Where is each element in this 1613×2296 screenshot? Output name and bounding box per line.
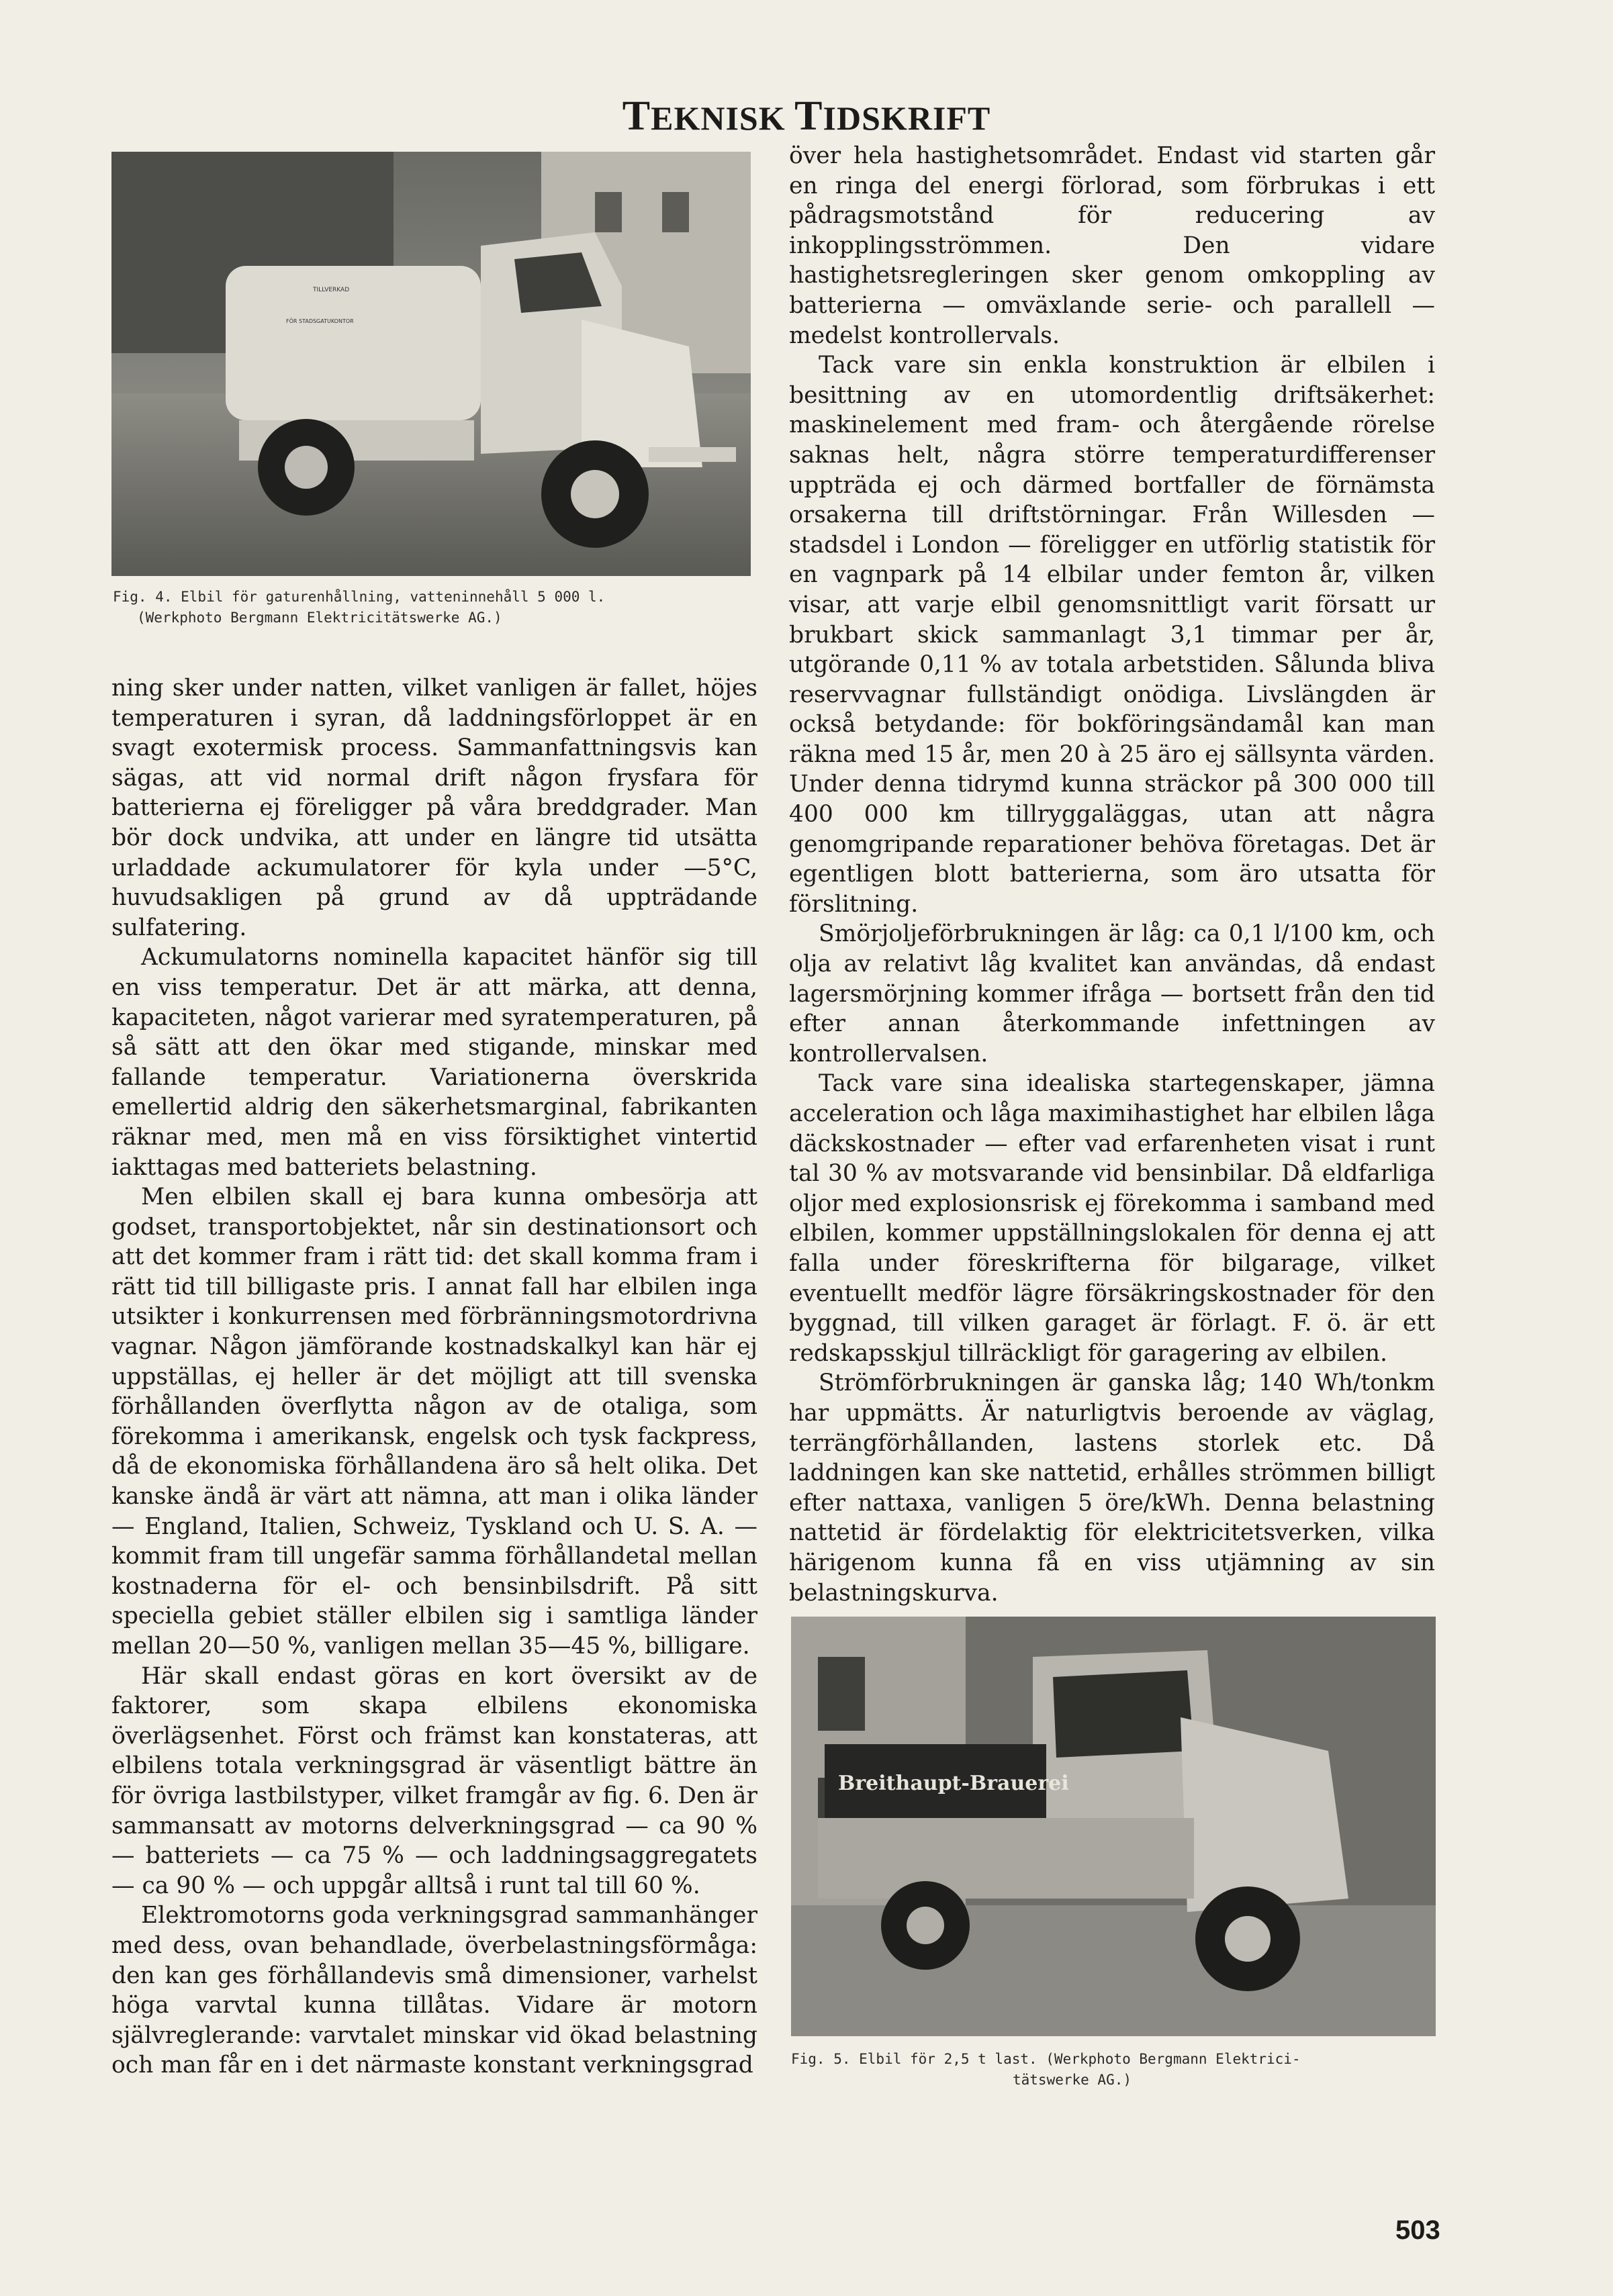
tank-lettering-1: TILLVERKAD (313, 287, 350, 293)
figure-5-caption-line1: Fig. 5. Elbil för 2,5 t last. (Werkphoto Bergmann Elektrici- (791, 2051, 1301, 2067)
figure-4-caption-line2: (Werkphoto Bergmann Elektricitätswerke AG.) (137, 610, 502, 626)
figure-5-photo (791, 1617, 1436, 2036)
right-paragraph-3: Smörjoljeförbrukningen är låg: ca 0,1 l/100 km, och olja av relativt låg kvalitet kan användas, då endast lagersmörjning kommer ifråga — bortsett från den tid efter annan återkommande infettningen av kontrollervalsen. (789, 920, 1435, 1067)
figure-5-caption-line2: tätswerke AG.) (1013, 2072, 1132, 2088)
running-header (0, 93, 1613, 140)
left-paragraph-1: ning sker under natten, vilket vanligen är fallet, höjes temperaturen i syran, då laddningsförloppet är en svagt exotermisk process. Sammanfattningsvis kan sägas, att vid normal drift någon frysfara för batterierna ej föreligger på våra breddgrader. Man bör dock undvika, att under en längre tid utsätta urladdade ackumulatorer för kyla under —5°C, huvudsakligen på grund av då uppträdande sulfatering. (111, 675, 757, 941)
header-initial2: T (794, 93, 823, 139)
figure-4-photo (111, 152, 751, 576)
left-paragraph-4: Här skall endast göras en kort översikt av de faktorer, som skapa elbilens ekonomiska överlägsenhet. Först och främst kan konstateras, att elbilens totala verkningsgrad är väsentligt bättre än för övriga lastbilstyper, vilket framgår av fig. 6. Den är sammansatt av motorns delverkningsgrad — ca 90 % — batteriets — ca 75 % — och laddningsaggregatets — ca 90 % — och uppgår alltså i runt tal till 60 %. (111, 1662, 757, 1899)
right-text-column (789, 141, 1435, 1608)
right-paragraph-5: Strömförbrukningen är ganska låg; 140 Wh/tonkm har uppmätts. Är naturligtvis beroende av väglag, terrängförhållanden, lastens storlek etc. Då laddningen kan ske nattetid, erhålles strömmen billigt efter nattaxa, vanligen 5 öre/kWh. Denna belastning nattetid är fördelaktig för elektricitetsverken, vilka härigenom kunna få en viss utjämning av sin belastningskurva. (789, 1370, 1435, 1607)
right-paragraph-1: över hela hastighetsområdet. Endast vid starten går en ringa del energi förlorad, som förbrukas i ett pådragsmotstånd för reducering av inkopplingsströmmen. Den vidare hastighetsregleringen sker genom omkoppling av batterierna — omväxlande serie- och parallell — medelst kontrollervals. (789, 142, 1435, 349)
left-text-column (111, 673, 757, 2080)
left-paragraph-3: Men elbilen skall ej bara kunna ombesörja att godset, transportobjektet, når sin destinationsort och att det kommer fram i rätt tid: det skall komma fram i rätt tid till billigaste pris. I annat fall har elbilen inga utsikter i konkurrensen med förbränningsmotordrivna vagnar. Någon jämförande kostnadskalkyl kan här ej uppställas, ej heller är det möjligt att till svenska förhållanden överflytta någon av de otaliga, som förekomma i amerikansk, engelsk och tysk fackpress, då de ekonomiska förhållandena äro så helt olika. Det kanske ändå är värt att nämna, att man i olika länder — England, Italien, Schweiz, Tyskland och U. S. A. — kommit fram till ungefär samma förhållandetal mellan kostnaderna för el- och bensinbilsdrift. På sitt speciella gebiet ställer elbilen sig i samtliga länder mellan 20—50 %, vanligen mellan 35—45 %, billigare. (111, 1184, 757, 1660)
tank-lettering-2: FÖR STADSGATUKONTOR (286, 318, 354, 324)
figure-5-caption (791, 2049, 1436, 2091)
truck-sign-text: Breithaupt-Brauerei (838, 1772, 1069, 1795)
figure-4-caption-line1: Fig. 4. Elbil för gaturenhållning, vatteninnehåll 5 000 l. (113, 589, 606, 605)
page-number: 503 (1395, 2215, 1440, 2245)
right-paragraph-4: Tack vare sina idealiska startegenskaper, jämna acceleration och låga maximihastighet har elbilen låga däckskostnader — efter vad erfarenheten visat i runt tal 30 % av motsvarande vid bensinbilar. Då eldfarliga oljor med explosionsrisk ej förekomma i samband med elbilen, kommer uppställningslokalen för denna ej att falla under föreskrifterna för bilgarage, vilket eventuellt medför lägre försäkringskostnader för den byggnad, till vilken garaget är förlagt. F. ö. är ett redskapsskjul tillräckligt för garagering av elbilen. (789, 1070, 1435, 1367)
figure-4-caption (113, 587, 752, 628)
left-paragraph-5: Elektromotorns goda verkningsgrad sammanhänger med dess, ovan behandlade, överbelastningsförmåga: den kan ges förhållandevis små dimensioner, varhelst höga varvtal kunna tillåtas. Vidare är motorn självreglerande: varvtalet minskar vid ökad belastning och man får en i det närmaste konstant verkningsgrad (111, 1902, 757, 2079)
header-word2: IDSKRIFT (823, 99, 991, 137)
left-paragraph-2: Ackumulatorns nominella kapacitet hänför sig till en viss temperatur. Det är att märka, att denna, kapaciteten, något varierar med syratemperaturen, på så sätt att den ökar med stigande, minskar med fallande temperatur. Variationerna överskrida emellertid aldrig den säkerhetsmarginal, fabrikanten räknar med, men må en viss försiktighet vintertid iakttagas med batteriets belastning. (111, 944, 757, 1181)
right-paragraph-2: Tack vare sin enkla konstruktion är elbilen i besittning av en utomordentlig driftsäkerhet: maskinelement med fram- och återgående rörelse saknas helt, några större temperaturdifferenser uppträda ej och därmed bortfaller de förnämsta orsakerna till driftstörningar. Från Willesden — stadsdel i London — föreligger en utförlig statistik för en vagnpark på 14 elbilar under femton år, vilken visar, att varje elbil genomsnittligt varit försatt ur brukbart skick sammanlagt 3,1 timmar per år, utgörande 0,11 % av totala arbetstiden. Sålunda bliva reservvagnar fullständigt onödiga. Livslängden är också betydande: för bokföringsändamål kan man räkna med 15 år, men 20 à 25 äro ej sällsynta värden. Under denna tidrymd kunna sträckor på 300 000 till 400 000 km tillryggaläggas, utan att några genomgripande reparationer behöva företagas. Det är egentligen blott batterierna, som äro utsatta för förslitning. (789, 352, 1435, 918)
header-word1: EKNISK (651, 99, 786, 137)
header-initial: T (622, 93, 651, 139)
